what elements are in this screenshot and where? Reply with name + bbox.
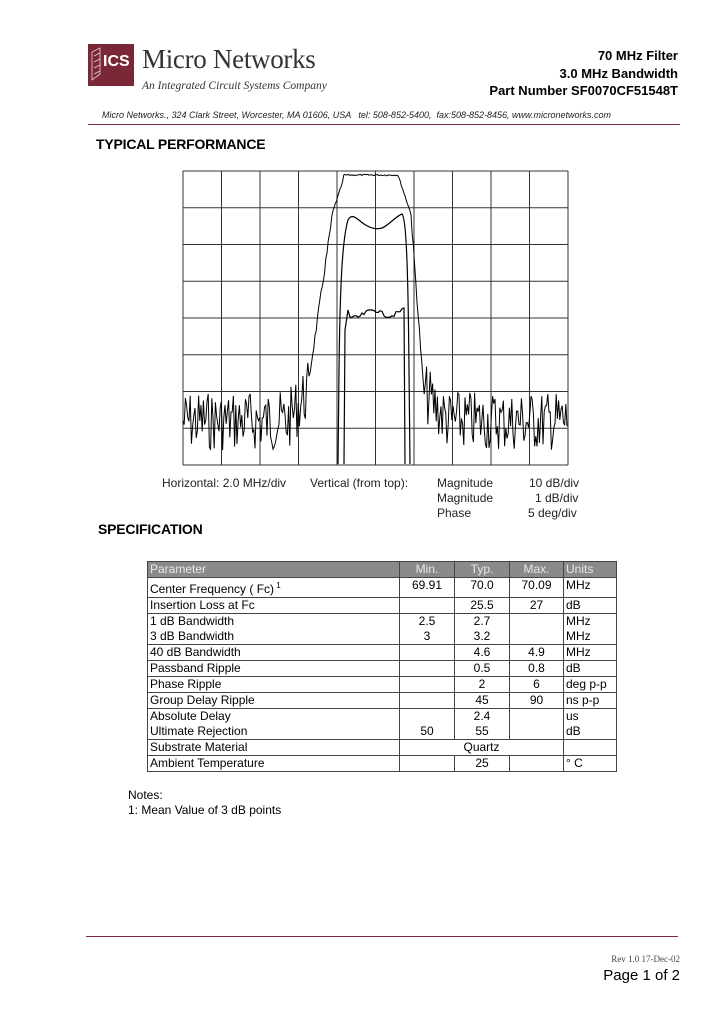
title-line: Part Number SF0070CF51548T [489,83,678,98]
units-cell: MHz [564,578,617,598]
notes [128,788,281,818]
units-cell: MHz [564,645,617,661]
max-cell [510,756,564,772]
units-cell: deg p-p [564,677,617,693]
min-cell [400,693,455,709]
min-cell [400,756,455,772]
parameter-cell: Center Frequency ( Fc) $^1$ [148,578,400,598]
footnote-marker: 1 [274,581,281,590]
footer-divider [86,936,678,937]
title-line: 3.0 MHz Bandwidth [559,65,678,81]
units-cell: ns p-p [564,693,617,709]
column-header: Typ. [455,562,510,578]
ics-logo [88,44,134,86]
response-plot [182,170,570,466]
magnitude-1db-trace [338,214,410,464]
title-line: 70 MHz Filter [597,48,678,63]
table-row [148,756,617,772]
min-cell: 50 [400,709,455,740]
units-cell: dB [564,661,617,677]
max-cell: 27 [510,598,564,614]
min-cell [400,661,455,677]
table-row [148,740,617,756]
specification-heading: SPECIFICATION [98,521,203,537]
max-cell: 4.9 [510,645,564,661]
min-cell [400,598,455,614]
page-number: Page 1 of 2 [603,967,680,984]
parameter-cell: 40 dB Bandwidth [148,645,400,661]
units-cell: us dB [564,709,617,740]
typ-cell: 2 [455,677,510,693]
typ-cell: 4.6 [455,645,510,661]
scale-value: 10 dB/div [529,476,580,490]
units-cell: ° C [564,756,617,772]
performance-heading: TYPICAL PERFORMANCE [96,136,266,152]
parameter-cell: Substrate Material [148,740,400,756]
scale-value: 5 deg/div [528,506,577,520]
parameter-cell: Phase Ripple [148,677,400,693]
typ-cell: 25 [455,756,510,772]
parameter-cell: Ambient Temperature [148,756,400,772]
typ-cell: 25.5 [455,598,510,614]
typ-cell: 2.4 55 [455,709,510,740]
max-cell: 90 [510,693,564,709]
max-cell [510,709,564,740]
units-cell [564,740,617,756]
note-item: 1: Mean Value of 3 dB points [128,803,282,817]
specification-table [147,561,617,772]
parameter-cell: 1 dB Bandwidth 3 dB Bandwidth [148,614,400,645]
parameter-cell: Passband Ripple [148,661,400,677]
logo-text: ICS [103,53,130,70]
max-cell: 0.8 [510,661,564,677]
phase-trace [344,308,405,464]
typ-cell: 2.7 3.2 [455,614,510,645]
horizontal-scale: Horizontal: 2.0 MHz/div [162,476,287,490]
typ-cell: 70.0 [455,578,510,598]
table-row [148,578,617,598]
table-header-row [148,562,617,578]
table-row [148,645,617,661]
units-cell: dB [564,598,617,614]
units-cell: MHz MHz [564,614,617,645]
table-row [148,677,617,693]
parameter-cell: Group Delay Ripple [148,693,400,709]
parameter-cell: Absolute Delay Ultimate Rejection [148,709,400,740]
typ-cell: 45 [455,693,510,709]
column-header: Units [564,562,617,578]
table-row [148,614,617,645]
merged-value-cell: Quartz [400,740,564,756]
brand-tagline: An Integrated Circuit Systems Company [142,80,327,92]
brand-name: Micro Networks [142,44,316,74]
typ-cell: 0.5 [455,661,510,677]
notes-title: Notes: [128,788,163,802]
min-cell [400,677,455,693]
company-address: Micro Networks., 324 Clark Street, Worcester, MA 01606, USA tel: 508-852-5400, fax:508-852-8456, www.micronetworks.com [102,110,612,120]
min-cell: 2.5 3 [400,614,455,645]
scale-name: Magnitude [437,491,494,505]
table-row [148,661,617,677]
scale-value: 1 dB/div [535,491,579,505]
scale-name: Phase [437,506,472,520]
min-cell [400,645,455,661]
document-title [489,47,678,100]
table-row [148,693,617,709]
min-cell: 69.91 [400,578,455,598]
column-header: Max. [510,562,564,578]
max-cell: 70.09 [510,578,564,598]
scale-name: Magnitude [437,476,494,490]
parameter-cell: Insertion Loss at Fc [148,598,400,614]
column-header: Parameter [148,562,400,578]
revision: Rev 1.0 17-Dec-02 [611,954,680,964]
vertical-scale-label: Vertical (from top): [310,476,409,490]
table-row [148,709,617,740]
max-cell [510,614,564,645]
table-row [148,598,617,614]
max-cell: 6 [510,677,564,693]
column-header: Min. [400,562,455,578]
header-divider [88,124,680,125]
